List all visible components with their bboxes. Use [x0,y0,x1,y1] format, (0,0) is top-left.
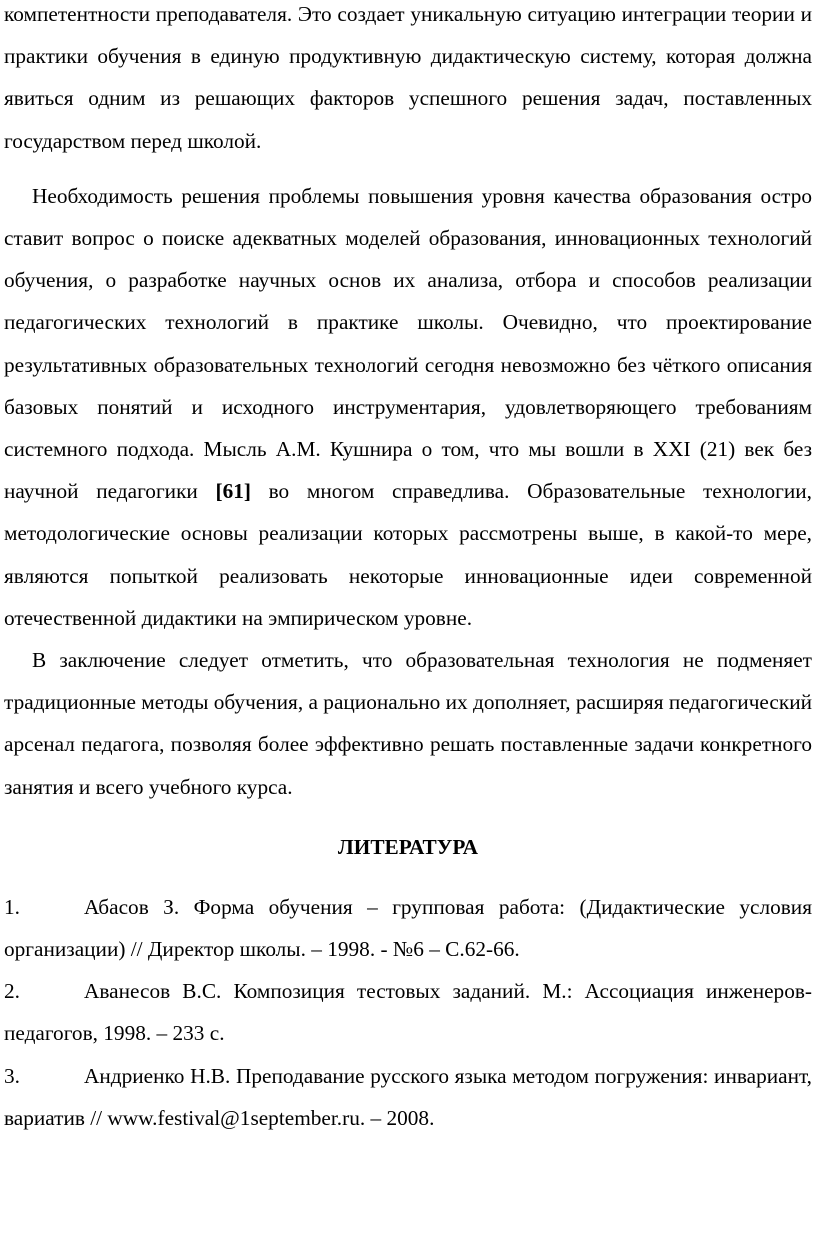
reference-text: Андриенко Н.В. Преподавание русского языка методом погружения: инвариант, вариатив // www.festival@1september.ru. – 2008. [4,1063,812,1130]
reference-number: 2. [4,979,20,1004]
references-heading: ЛИТЕРАТУРА [337,834,479,859]
reference-item [4,886,812,970]
paragraph-2-text-after: во многом справедлива. Образовательные технологии, методологические основы реализации которых рассмотрены выше, в какой-то мере, являются попыткой реализовать некоторые инновационные идеи современной отечественной дидактики на эмпирическом уровне. [4,479,812,630]
reference-text: Абасов З. Форма обучения – групповая работа: (Дидактические условия организации) // Директор школы. – 1998. - №6 – С.62-66. [4,894,812,962]
paragraph-3 [4,639,812,808]
paragraph-1-text: компетентности преподавателя. Это создает уникальную ситуацию интеграции теории и практики обучения в единую продуктивную дидактическую систему, которая должна явиться одним из решающих факторов успешного решения задач, поставленных государством перед школой. [4,2,812,153]
references-list [4,886,812,1139]
document-page [4,0,812,1139]
reference-item [4,970,812,1054]
reference-number: 3. [4,1063,20,1088]
paragraph-1 [4,0,812,162]
reference-item [4,1055,812,1139]
paragraph-3-text: В заключение следует отметить, что образовательная технология не подменяет традиционные методы обучения, а рационально их дополняет, расширяя педагогический арсенал педагога, позволяя более эффективно решать поставленные задачи конкретного занятия и всего учебного курса. [4,648,812,799]
reference-text: Аванесов В.С. Композиция тестовых заданий. М.: Ассоциация инженеров-педагогов, 1998. – 233 с. [4,979,812,1046]
paragraph-2-text-before: Необходимость решения проблемы повышения уровня качества образования остро ставит вопрос о поиске адекватных моделей образования, инновационных технологий обучения, о разработке научных основ их анализа, отбора и способов реализации педагогических технологий в практике школы. Очевидно, что проектирование результативных образовательных технологий сегодня невозможно без чёткого описания базовых понятий и исходного инструментария, удовлетворяющего требованиям системного подхода. Мысль А.М. Кушнира о том, что мы вошли в XXI (21) век без научной педагогики [4,183,812,504]
citation-reference: [61] [215,479,251,504]
reference-number: 1. [4,894,20,919]
paragraph-2 [4,175,812,639]
